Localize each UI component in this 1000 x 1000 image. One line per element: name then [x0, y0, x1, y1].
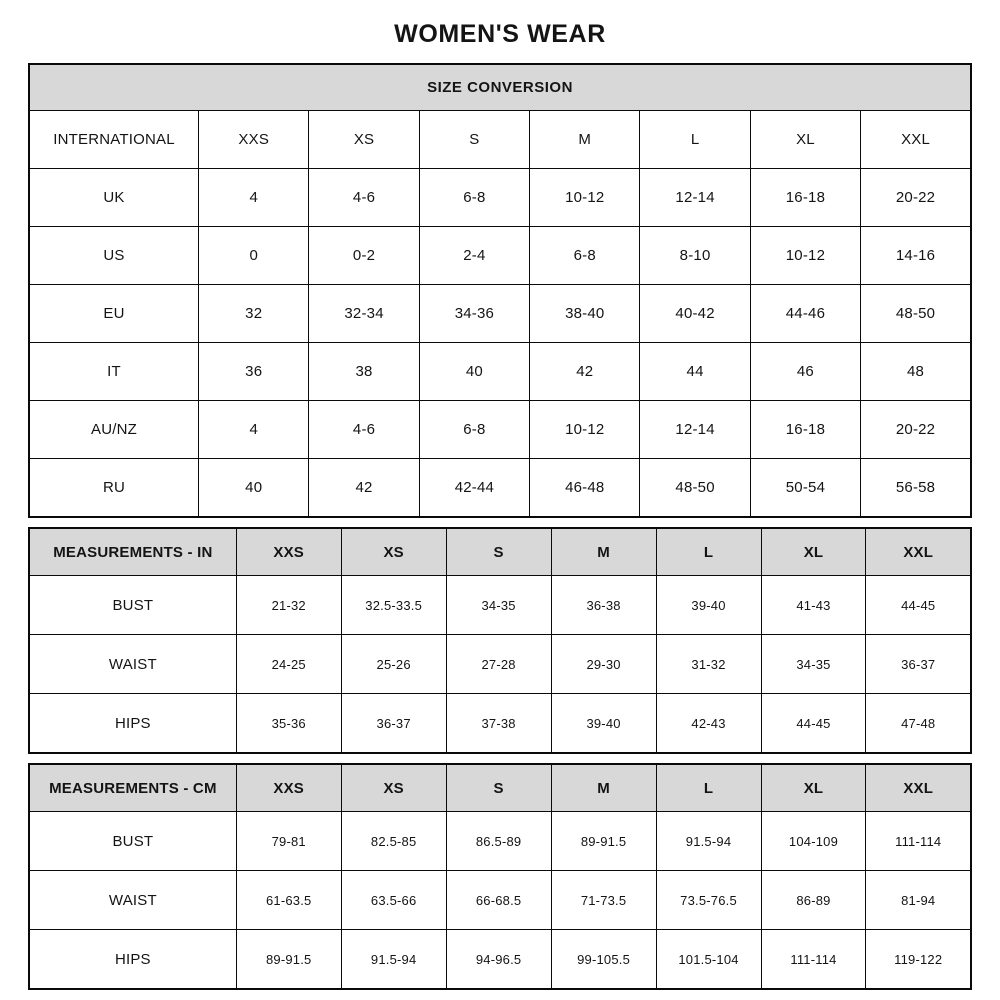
table-cell: 40 — [199, 459, 309, 518]
table-cell: 12-14 — [640, 401, 750, 459]
row-label: HIPS — [29, 930, 236, 990]
header-label: MEASUREMENTS - CM — [29, 764, 236, 812]
column-header: XXS — [199, 111, 309, 169]
table-cell: 38-40 — [530, 285, 640, 343]
table-header-row — [29, 764, 971, 812]
table-cell: 40-42 — [640, 285, 750, 343]
table-cell: 2-4 — [419, 227, 529, 285]
table-cell: 91.5-94 — [656, 812, 761, 871]
column-header: S — [446, 764, 551, 812]
table-cell: 36-37 — [341, 694, 446, 754]
table-cell: 34-35 — [446, 576, 551, 635]
table-cell: 10-12 — [530, 401, 640, 459]
table-header-row — [29, 528, 971, 576]
table-cell: 6-8 — [419, 169, 529, 227]
table-cell: 39-40 — [656, 576, 761, 635]
column-header: XL — [761, 764, 866, 812]
table-cell: 4 — [199, 401, 309, 459]
table-cell: 6-8 — [530, 227, 640, 285]
table-cell: 39-40 — [551, 694, 656, 754]
column-header: S — [419, 111, 529, 169]
row-label: RU — [29, 459, 199, 518]
table-cell: 10-12 — [750, 227, 860, 285]
table-cell: 36-37 — [866, 635, 971, 694]
table-cell: 34-35 — [761, 635, 866, 694]
table-cell: 63.5-66 — [341, 871, 446, 930]
table-cell: 42-44 — [419, 459, 529, 518]
column-header: L — [656, 764, 761, 812]
table-cell: 27-28 — [446, 635, 551, 694]
row-label: EU — [29, 285, 199, 343]
table-cell: 0-2 — [309, 227, 419, 285]
table-cell: 4-6 — [309, 401, 419, 459]
row-label: UK — [29, 169, 199, 227]
table-cell: 4 — [199, 169, 309, 227]
column-header: M — [530, 111, 640, 169]
table-cell: 73.5-76.5 — [656, 871, 761, 930]
table-cell: 42 — [309, 459, 419, 518]
header-label: MEASUREMENTS - IN — [29, 528, 236, 576]
table-row — [29, 812, 971, 871]
table-cell: 16-18 — [750, 169, 860, 227]
table-cell: 44-45 — [761, 694, 866, 754]
table-row — [29, 401, 971, 459]
column-header: M — [551, 528, 656, 576]
row-label: AU/NZ — [29, 401, 199, 459]
table-cell: 111-114 — [761, 930, 866, 990]
table-row — [29, 227, 971, 285]
column-header: XL — [761, 528, 866, 576]
table-cell: 89-91.5 — [551, 812, 656, 871]
table-cell: 71-73.5 — [551, 871, 656, 930]
column-header: XXL — [866, 528, 971, 576]
page-title: WOMEN'S WEAR — [394, 20, 606, 48]
size-conversion-table — [28, 63, 972, 518]
table-cell: 36 — [199, 343, 309, 401]
table-cell: 10-12 — [530, 169, 640, 227]
table-cell: 89-91.5 — [236, 930, 341, 990]
table-cell: 44 — [640, 343, 750, 401]
table-cell: 46 — [750, 343, 860, 401]
table-cell: 46-48 — [530, 459, 640, 518]
table-row — [29, 343, 971, 401]
table-cell: 86.5-89 — [446, 812, 551, 871]
row-label: WAIST — [29, 635, 236, 694]
table-cell: 25-26 — [341, 635, 446, 694]
table-cell: 32.5-33.5 — [341, 576, 446, 635]
column-header: XXS — [236, 764, 341, 812]
column-header: XS — [309, 111, 419, 169]
table-cell: 37-38 — [446, 694, 551, 754]
table-banner-row — [29, 64, 971, 111]
table-cell: 42-43 — [656, 694, 761, 754]
table-cell: 4-6 — [309, 169, 419, 227]
table-cell: 81-94 — [866, 871, 971, 930]
table-cell: 14-16 — [861, 227, 971, 285]
table-row — [29, 169, 971, 227]
table-cell: 61-63.5 — [236, 871, 341, 930]
table-cell: 99-105.5 — [551, 930, 656, 990]
column-header: S — [446, 528, 551, 576]
table-cell: 94-96.5 — [446, 930, 551, 990]
table-cell: 32 — [199, 285, 309, 343]
table-cell: 119-122 — [866, 930, 971, 990]
table-gap — [28, 518, 972, 527]
table-cell: 50-54 — [750, 459, 860, 518]
column-header: L — [640, 111, 750, 169]
row-label: HIPS — [29, 694, 236, 754]
measurements-cm-table — [28, 763, 972, 990]
table-row — [29, 871, 971, 930]
table-cell: 20-22 — [861, 401, 971, 459]
table-cell: 79-81 — [236, 812, 341, 871]
column-header: XXL — [866, 764, 971, 812]
table-cell: 40 — [419, 343, 529, 401]
table-cell: 12-14 — [640, 169, 750, 227]
table-banner: SIZE CONVERSION — [29, 64, 971, 111]
table-cell: 21-32 — [236, 576, 341, 635]
table-cell: 34-36 — [419, 285, 529, 343]
table-cell: 29-30 — [551, 635, 656, 694]
table-cell: 32-34 — [309, 285, 419, 343]
table-cell: 38 — [309, 343, 419, 401]
table-cell: 41-43 — [761, 576, 866, 635]
table-cell: 36-38 — [551, 576, 656, 635]
column-header: L — [656, 528, 761, 576]
column-header: XXS — [236, 528, 341, 576]
table-cell: 0 — [199, 227, 309, 285]
table-header-row — [29, 111, 971, 169]
table-cell: 111-114 — [866, 812, 971, 871]
table-cell: 31-32 — [656, 635, 761, 694]
table-cell: 24-25 — [236, 635, 341, 694]
table-cell: 104-109 — [761, 812, 866, 871]
table-cell: 47-48 — [866, 694, 971, 754]
table-cell: 8-10 — [640, 227, 750, 285]
table-cell: 48-50 — [861, 285, 971, 343]
row-label: US — [29, 227, 199, 285]
table-row — [29, 930, 971, 990]
column-header: XXL — [861, 111, 971, 169]
table-row — [29, 576, 971, 635]
table-cell: 82.5-85 — [341, 812, 446, 871]
table-gap — [28, 754, 972, 763]
header-label: INTERNATIONAL — [29, 111, 199, 169]
measurements-in-table — [28, 527, 972, 754]
table-cell: 86-89 — [761, 871, 866, 930]
table-cell: 16-18 — [750, 401, 860, 459]
table-cell: 48-50 — [640, 459, 750, 518]
table-cell: 66-68.5 — [446, 871, 551, 930]
table-row — [29, 694, 971, 754]
table-row — [29, 285, 971, 343]
row-label: BUST — [29, 812, 236, 871]
table-cell: 6-8 — [419, 401, 529, 459]
row-label: IT — [29, 343, 199, 401]
row-label: WAIST — [29, 871, 236, 930]
column-header: XS — [341, 528, 446, 576]
column-header: M — [551, 764, 656, 812]
table-cell: 42 — [530, 343, 640, 401]
column-header: XS — [341, 764, 446, 812]
table-row — [29, 459, 971, 518]
table-cell: 91.5-94 — [341, 930, 446, 990]
column-header: XL — [750, 111, 860, 169]
table-cell: 44-45 — [866, 576, 971, 635]
table-cell: 35-36 — [236, 694, 341, 754]
row-label: BUST — [29, 576, 236, 635]
table-cell: 56-58 — [861, 459, 971, 518]
table-cell: 101.5-104 — [656, 930, 761, 990]
table-cell: 44-46 — [750, 285, 860, 343]
table-cell: 48 — [861, 343, 971, 401]
table-cell: 20-22 — [861, 169, 971, 227]
table-row — [29, 635, 971, 694]
